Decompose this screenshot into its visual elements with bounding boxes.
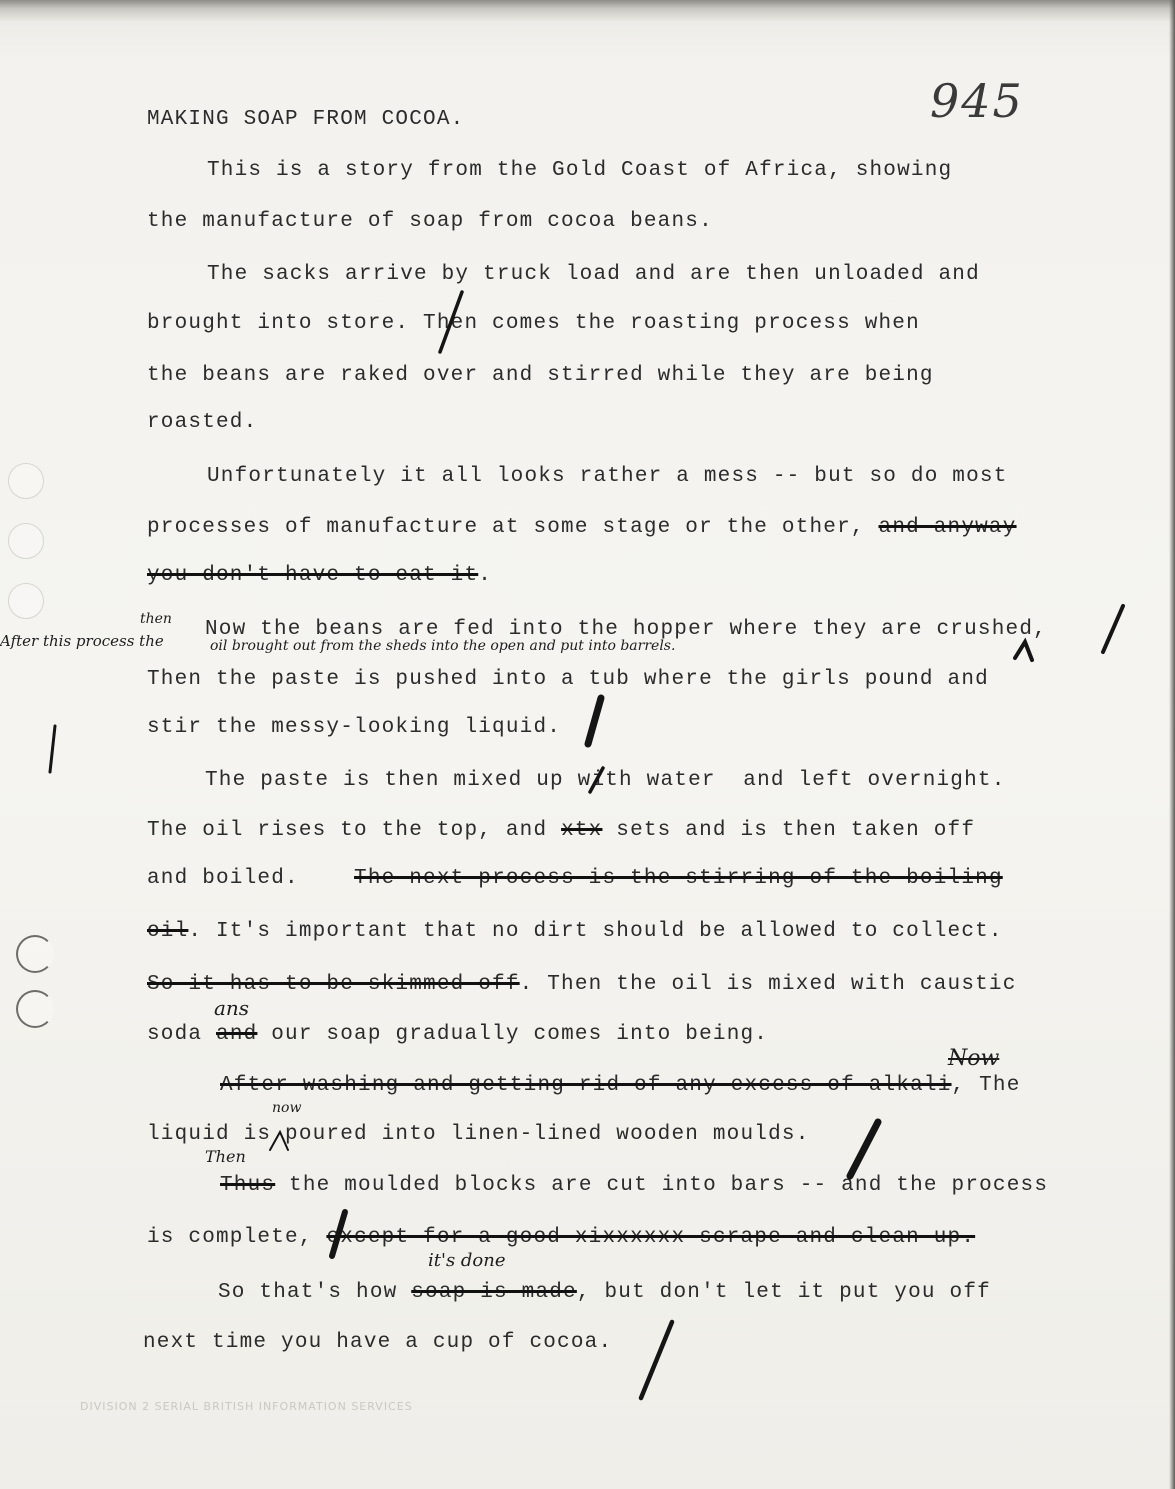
text-fragment: soda — [147, 1023, 217, 1046]
struck-text: soap is made — [411, 1281, 577, 1304]
text-fragment: . Then the oil is mixed with caustic — [519, 973, 1017, 996]
struck-text: except for a good xixxxxxx scrape and clean up. — [326, 1226, 976, 1249]
handwritten-insertion: oil brought out from the sheds into the open and put into barrels. — [210, 638, 676, 654]
slash-mark — [1103, 606, 1123, 652]
struck-text: The next process is the stirring of the boiling — [354, 867, 1003, 890]
handwritten-its-done: it's done — [428, 1250, 506, 1271]
text-fragment: . It's important that no dirt should be allowed to collect. — [188, 920, 1003, 943]
text-line: brought into store. Then comes the roasting process when — [147, 312, 920, 335]
text-fragment: The oil rises to the top, and — [147, 819, 562, 842]
handwritten-then: then — [140, 611, 172, 627]
slash-mark — [590, 768, 603, 792]
text-line: Unfortunately it all looks rather a mess -- but so do most — [207, 465, 1008, 488]
text-fragment: is complete, — [147, 1226, 327, 1249]
text-line: the manufacture of soap from cocoa beans. — [147, 210, 713, 233]
text-fragment: our soap gradually comes into being. — [257, 1023, 769, 1046]
document-title: MAKING SOAP FROM COCOA. — [147, 108, 465, 131]
slash-mark — [850, 1122, 878, 1176]
struck-text: and anyway — [878, 516, 1017, 539]
text-fragment: So that's how — [218, 1281, 412, 1304]
insertion-caret — [270, 1132, 288, 1150]
text-line: Now the beans are fed into the hopper where they are crushed, — [205, 618, 1047, 641]
handwritten-now: now — [272, 1100, 302, 1116]
faint-footer-print: DIVISION 2 SERIAL BRITISH INFORMATION SERVICES — [80, 1400, 413, 1413]
text-fragment: the moulded blocks are cut into bars -- and the process — [275, 1174, 1049, 1197]
struck-text: oil — [147, 920, 189, 943]
text-fragment: . — [478, 564, 493, 587]
text-line: roasted. — [147, 411, 258, 434]
text-line: the beans are raked over and stirred while they are being — [147, 364, 934, 387]
text-line: stir the messy-looking liquid. — [147, 716, 562, 739]
insertion-caret — [1015, 642, 1032, 660]
handwritten-insertion: After this process the — [0, 632, 164, 650]
slash-mark — [588, 698, 601, 744]
struck-text: and — [216, 1023, 258, 1046]
text-fragment: and boiled. — [147, 867, 299, 890]
text-line: next time you have a cup of cocoa. — [143, 1331, 613, 1354]
text-line: liquid is poured into linen-lined wooden moulds. — [147, 1123, 810, 1146]
text-line: This is a story from the Gold Coast of Africa, showing — [207, 159, 953, 182]
handwritten-now: Now — [948, 1046, 1000, 1071]
text-fragment: , but don't let it put you off — [576, 1281, 991, 1304]
struck-text: So it has to be skimmed off — [147, 973, 520, 996]
struck-text: Thus — [220, 1174, 276, 1197]
handwritten-ans: ans — [214, 996, 250, 1020]
handwritten-then: Then — [205, 1147, 246, 1166]
text-fragment: , The — [951, 1074, 1021, 1097]
slash-mark — [641, 1322, 672, 1398]
slash-mark — [440, 292, 462, 352]
struck-text: you don't have to eat it — [147, 564, 479, 587]
page-number: 945 — [930, 74, 1024, 128]
slash-mark — [332, 1212, 345, 1256]
text-line: Then the paste is pushed into a tub where the girls pound and — [147, 668, 989, 691]
text-fragment: processes of manufacture at some stage or the other, — [147, 516, 879, 539]
margin-line — [50, 726, 55, 772]
struck-text: After washing and getting rid of any excess of alkali — [220, 1074, 952, 1097]
struck-text: xtx — [561, 819, 603, 842]
text-fragment: sets and is then taken off — [602, 819, 976, 842]
text-line: The paste is then mixed up with water and left overnight. — [205, 769, 1006, 792]
text-line: The sacks arrive by truck load and are then unloaded and — [207, 263, 980, 286]
